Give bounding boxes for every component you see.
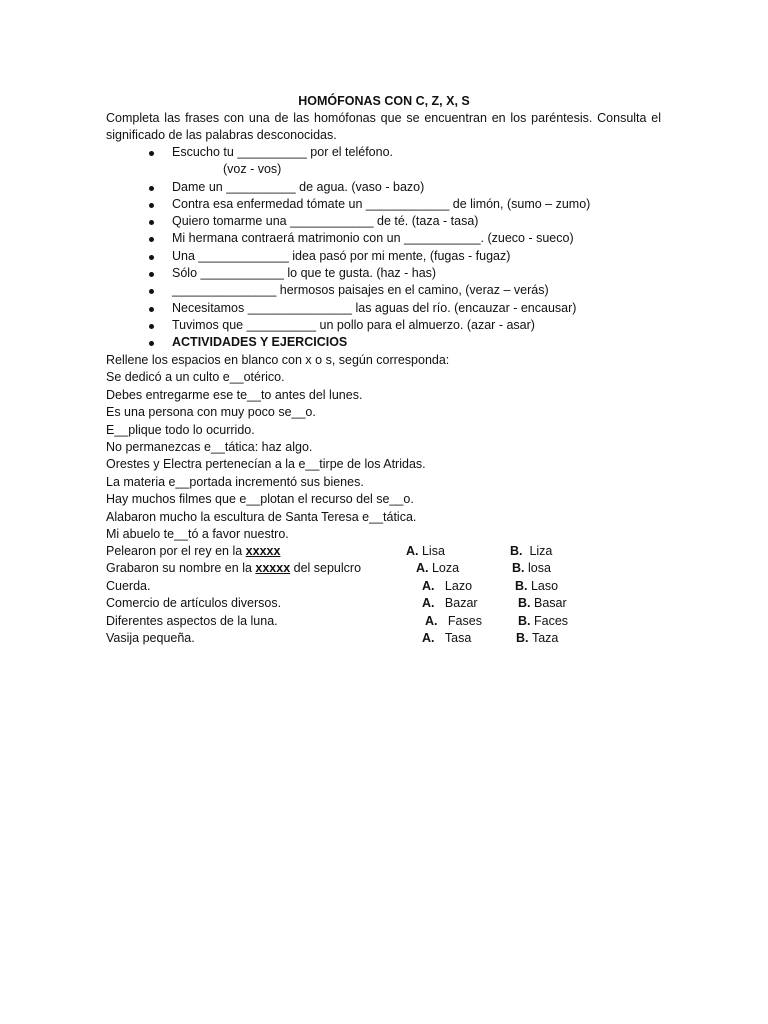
bullet-dot-icon xyxy=(149,220,154,225)
choice-question xyxy=(106,560,361,577)
option-b xyxy=(518,613,568,630)
bullet-dot-icon xyxy=(149,255,154,260)
sentence-line: Se dedicó a un culto e__otérico. xyxy=(106,370,285,385)
option-a-letter: A. xyxy=(422,596,435,611)
option-b-letter: B. xyxy=(510,544,523,558)
bullet-item xyxy=(0,317,768,334)
bullet-text: Una _____________ idea pasó por mi mente, (fugas - fugaz) xyxy=(172,248,511,263)
option-b-letter: B. xyxy=(515,578,528,593)
option-b xyxy=(512,560,551,577)
option-b-text: Taza xyxy=(531,630,559,645)
bullet-text: Quiero tomarme una ____________ de té. (taza - tasa) xyxy=(172,214,479,229)
section-heading: ACTIVIDADES Y EJERCICIOS xyxy=(172,335,348,350)
question-text: Vasija pequeña. xyxy=(106,630,195,645)
question-text: Cuerda. xyxy=(106,578,151,593)
question-text-end: del sepulcro xyxy=(290,561,362,576)
bullet-item xyxy=(0,213,768,230)
choice-row xyxy=(106,595,666,612)
bullet-text: Sólo ____________ lo que te gusta. (haz - has) xyxy=(172,266,437,281)
bullet-item xyxy=(0,334,768,351)
bullet-dot-icon xyxy=(149,307,154,312)
choice-question xyxy=(106,578,150,595)
option-b xyxy=(518,595,567,612)
question-placeholder: xxxxx xyxy=(245,544,281,558)
question-text: Comercio de artículos diversos. xyxy=(106,596,282,611)
bullet-dot-icon xyxy=(149,237,154,242)
document-title: HOMÓFONAS CON C, Z, X, S xyxy=(298,94,470,108)
option-b-text: Laso xyxy=(530,578,559,593)
sentence-line: No permanezcas e__tática: haz algo. xyxy=(106,439,313,454)
option-a-text: Bazar xyxy=(444,596,478,611)
bullet-item xyxy=(0,179,768,196)
option-a xyxy=(422,578,472,595)
option-b xyxy=(516,630,558,647)
choice-question xyxy=(106,613,278,630)
choice-question xyxy=(106,543,280,560)
question-text: Diferentes aspectos de la luna. xyxy=(106,613,278,628)
option-b-letter: B. xyxy=(516,630,529,645)
bullet-dot-icon xyxy=(149,341,154,346)
bullet-item xyxy=(0,282,768,299)
option-a-letter: A. xyxy=(422,630,435,645)
option-a-letter: A. xyxy=(422,578,435,593)
choice-row xyxy=(106,543,666,560)
option-a-text: Lazo xyxy=(444,578,473,593)
choice-question xyxy=(106,630,195,647)
multiple-choice-list xyxy=(106,543,666,647)
bullet-text: Mi hermana contraerá matrimonio con un ___________. (zueco - sueco) xyxy=(172,231,574,246)
choice-row xyxy=(106,630,666,647)
option-b-letter: B. xyxy=(518,613,531,628)
choice-question xyxy=(106,595,281,612)
option-b xyxy=(515,578,558,595)
option-a xyxy=(416,560,459,577)
option-a-letter: A. xyxy=(425,613,438,628)
bullet-dot-icon xyxy=(149,186,154,191)
exercise-bullet-list xyxy=(0,144,768,352)
choice-row xyxy=(106,613,666,630)
option-a-letter: A. xyxy=(416,561,429,576)
option-a-text: Loza xyxy=(431,561,460,576)
bullet-dot-icon xyxy=(149,203,154,208)
sentence-line: Alabaron mucho la escultura de Santa Teresa e__tática. xyxy=(106,509,417,524)
sentence-line: Hay muchos filmes que e__plotan el recurso del se__o. xyxy=(106,492,414,507)
bullet-text: _______________ hermosos paisajes en el camino, (veraz – verás) xyxy=(172,283,549,298)
fill-in-lines xyxy=(106,352,706,543)
option-a xyxy=(425,613,482,630)
choice-row xyxy=(106,560,666,577)
option-a-text: Lisa xyxy=(421,544,445,558)
bullet-dot-icon xyxy=(149,289,154,294)
option-a-text: Fases xyxy=(447,613,482,628)
bullet-dot-icon xyxy=(149,324,154,329)
bullet-text: Necesitamos _______________ las aguas del río. (encauzar - encausar) xyxy=(172,300,577,315)
option-b-text: Basar xyxy=(533,596,567,611)
option-b-text: Liza xyxy=(529,544,553,558)
bullet-item xyxy=(0,196,768,213)
option-a-text: Tasa xyxy=(444,630,472,645)
bullet-text: Tuvimos que __________ un pollo para el almuerzo. (azar - asar) xyxy=(172,317,535,332)
question-placeholder: xxxxx xyxy=(255,561,291,576)
bullet-text: Contra esa enfermedad tómate un ____________ de limón, (sumo – zumo) xyxy=(172,196,591,211)
intro-paragraph: Completa las frases con una de las homófonas que se encuentran en los paréntesis. Consulta el significado de las palabras desconocidas. xyxy=(106,111,661,142)
bullet-dot-icon xyxy=(149,151,154,156)
option-b-letter: B. xyxy=(518,596,531,611)
question-text: Pelearon por el rey en la xyxy=(106,544,246,558)
option-b-letter: B. xyxy=(512,561,525,576)
sentence-line: Debes entregarme ese te__to antes del lunes. xyxy=(106,387,363,402)
option-a-letter: A. xyxy=(406,544,419,558)
option-b-text: losa xyxy=(527,561,551,576)
sentence-line: La materia e__portada incrementó sus bienes. xyxy=(106,474,364,489)
bullet-item xyxy=(0,300,768,317)
option-a xyxy=(422,630,471,647)
bullet-item xyxy=(0,248,768,265)
option-b-text: Faces xyxy=(533,613,569,628)
bullet-options-line xyxy=(0,161,768,178)
option-b xyxy=(510,543,552,560)
sentence-line: E__plique todo lo ocurrido. xyxy=(106,422,255,437)
bullet-item xyxy=(0,265,768,282)
bullet-text: Escucho tu __________ por el teléfono. xyxy=(172,145,394,159)
sentence-line: Mi abuelo te__tó a favor nuestro. xyxy=(106,526,289,541)
question-text: Grabaron su nombre en la xyxy=(106,561,256,576)
option-a xyxy=(406,543,445,560)
bullet-text: Dame un __________ de agua. (vaso - bazo) xyxy=(172,179,425,194)
bullet-options: (voz - vos) xyxy=(223,162,282,177)
sentence-line: Es una persona con muy poco se__o. xyxy=(106,405,316,420)
choice-row xyxy=(106,578,666,595)
bullet-dot-icon xyxy=(149,272,154,277)
sentence-line: Orestes y Electra pertenecían a la e__tirpe de los Atridas. xyxy=(106,457,426,472)
instruction-line: Rellene los espacios en blanco con x o s, según corresponda: xyxy=(106,353,450,367)
option-a xyxy=(422,595,478,612)
bullet-item xyxy=(0,230,768,247)
bullet-item xyxy=(0,144,768,161)
